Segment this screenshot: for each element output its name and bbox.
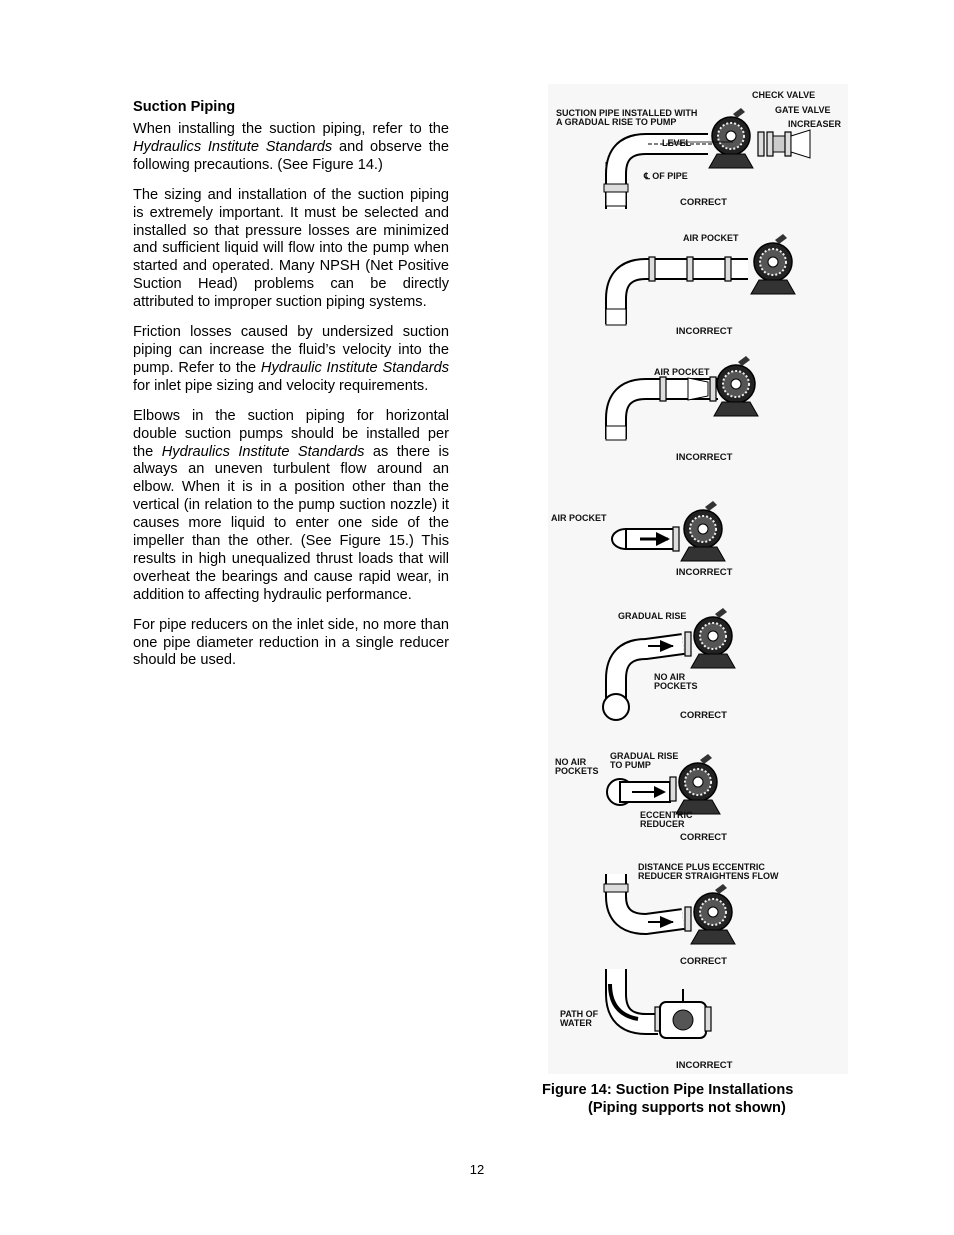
label-gradual-rise-6a: GRADUAL RISE <box>610 751 679 761</box>
label-center-of-pipe: ℄ OF PIPE <box>644 171 688 181</box>
label-air-pocket-2: AIR POCKET <box>683 233 739 243</box>
label-water: WATER <box>560 1018 592 1028</box>
label-distance-2: REDUCER STRAIGHTENS FLOW <box>638 871 779 881</box>
panel-7 <box>604 874 735 944</box>
label-distance-1: DISTANCE PLUS ECCENTRIC <box>638 862 765 872</box>
verdict-panel-7: CORRECT <box>680 956 727 967</box>
text-run: and observe the following precautions. (See Figure 14.) <box>133 138 449 173</box>
panel-5 <box>603 608 735 720</box>
page-number: 12 <box>469 1162 485 1177</box>
verdict-panel-4: INCORRECT <box>676 567 733 578</box>
label-no-air-5b: POCKETS <box>654 681 698 691</box>
verdict-panel-2: INCORRECT <box>676 326 733 337</box>
suction-pipe-illustrations <box>548 84 848 1074</box>
italic-reference: Hydraulic Institute Standards <box>260 359 449 376</box>
figure-caption <box>542 1081 872 1117</box>
label-increaser: INCREASER <box>788 119 842 129</box>
label-reducer: REDUCER <box>640 819 685 829</box>
verdict-panel-6: CORRECT <box>680 832 727 843</box>
label-air-pocket-4: AIR POCKET <box>551 513 607 523</box>
label-suction-pipe-1: SUCTION PIPE INSTALLED WITH <box>556 108 698 118</box>
label-eccentric: ECCENTRIC <box>640 810 693 820</box>
text-run: Friction losses caused by undersized suction piping can increase the fluid’s velocity into the pump. Refer to the <box>133 324 449 376</box>
italic-reference: Hydraulics Institute Standards <box>161 443 365 460</box>
label-gradual-rise-5: GRADUAL RISE <box>618 611 687 621</box>
paragraph-3 <box>133 324 449 396</box>
figure-14-diagram <box>548 84 848 1074</box>
label-no-air-6a: NO AIR <box>555 757 587 767</box>
paragraph-2 <box>133 187 449 312</box>
paragraph-5 <box>133 617 449 671</box>
caption-line-2: (Piping supports not shown) <box>588 1100 786 1116</box>
label-gradual-rise-6b: TO PUMP <box>610 760 651 770</box>
panel-2 <box>606 234 795 325</box>
text-run: For pipe reducers on the inlet side, no more than one pipe diameter reduction in a single reducer should be used. <box>133 616 449 669</box>
label-gate-valve: GATE VALVE <box>775 105 831 115</box>
label-path-of: PATH OF <box>560 1009 599 1019</box>
text-run: for inlet pipe sizing and velocity requirements. <box>133 377 429 394</box>
text-run: The sizing and installation of the suction piping is extremely important. It must be selected and installed so that pressure losses are minimized and sufficient liquid will flow into the pump when started and operated. Many NPSH (Net Positive Suction Head) problems can be directly attributed to improper suction piping systems. <box>133 186 449 311</box>
panel-8 <box>610 969 711 1038</box>
section-heading: Suction Piping <box>133 99 236 115</box>
label-suction-pipe-2: A GRADUAL RISE TO PUMP <box>556 117 677 127</box>
label-check-valve: CHECK VALVE <box>752 90 816 100</box>
text-run: Elbows in the suction piping for horizontal double suction pumps should be installed per the <box>133 407 449 460</box>
verdict-panel-8: INCORRECT <box>676 1060 733 1071</box>
text-run: When installing the suction piping, refer to the <box>133 121 449 137</box>
caption-line-1: Figure 14: Suction Pipe Installations <box>542 1082 794 1098</box>
label-level: LEVEL <box>662 138 692 148</box>
label-no-air-5a: NO AIR <box>654 672 686 682</box>
paragraph-1 <box>133 121 449 175</box>
verdict-panel-5: CORRECT <box>680 710 727 721</box>
text-run: as there is always an uneven turbulent flow around an elbow. When it is in a position other than the vertical (in relation to the pump suction nozzle) it causes more liquid to enter one side of the impeller than the other. (See Figure 15.) This results in high unequalized thrust loads that will overheat the bearings and cause rapid wear, in addition to affecting hydraulic performance. <box>133 443 449 603</box>
label-air-pocket-3: AIR POCKET <box>654 367 710 377</box>
paragraph-4 <box>133 408 449 605</box>
italic-reference: Hydraulics Institute Standards <box>133 138 333 155</box>
verdict-panel-3: INCORRECT <box>676 452 733 463</box>
verdict-panel-1: CORRECT <box>680 197 727 208</box>
suction-piping-section <box>133 98 449 682</box>
panel-4 <box>612 501 725 561</box>
label-no-air-6b: POCKETS <box>555 766 599 776</box>
